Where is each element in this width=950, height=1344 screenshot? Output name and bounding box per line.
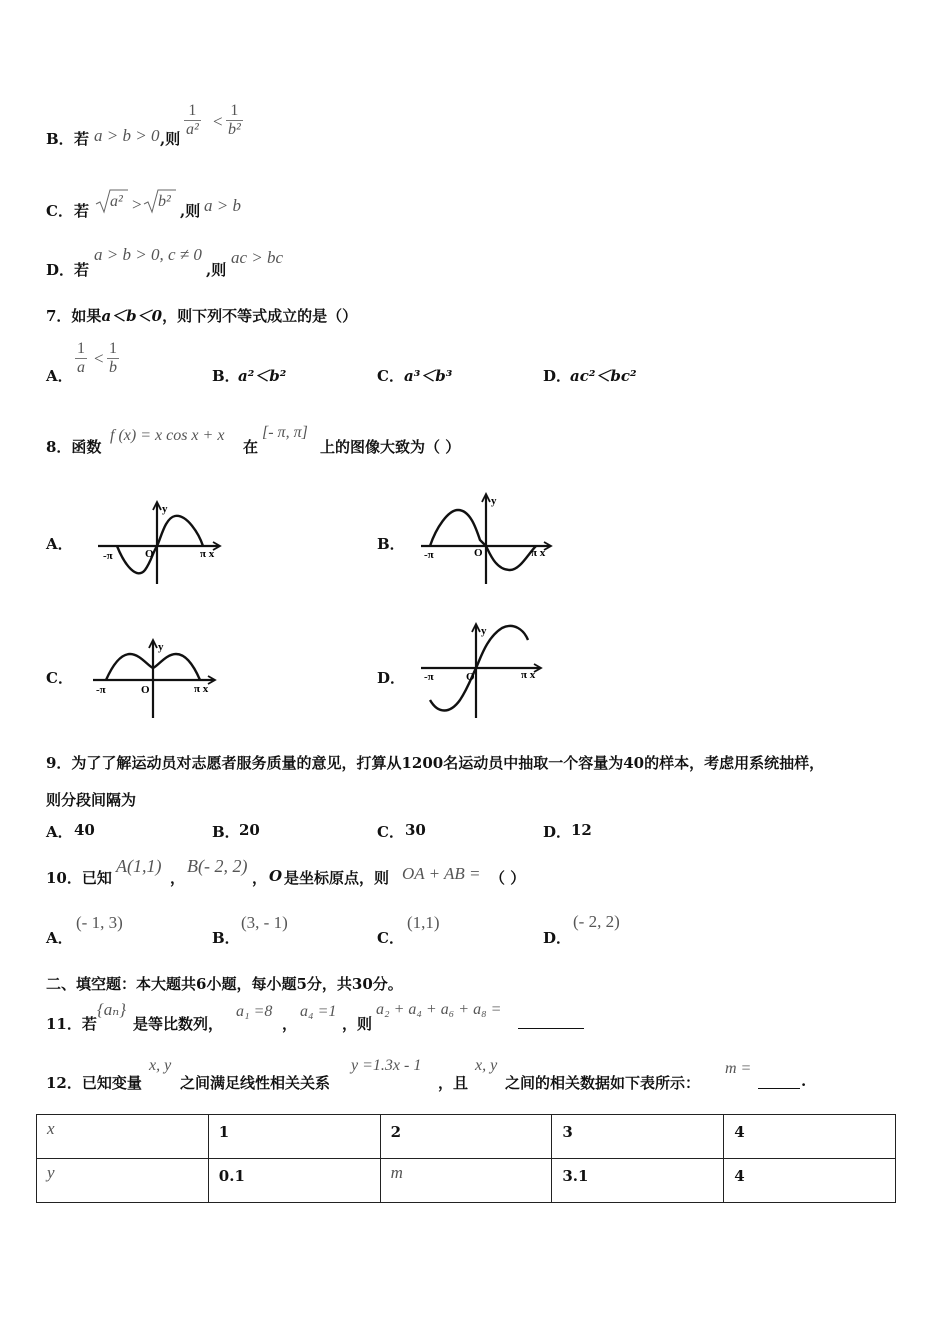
- q8-function: f (x) = x cos x + x: [110, 427, 225, 444]
- table-row-head: y: [37, 1159, 209, 1203]
- table-row: [37, 1159, 896, 1203]
- q10-option-a-value: (- 1, 3): [76, 913, 123, 932]
- data-table: [36, 1114, 896, 1203]
- q6-option-c-radicand-1: a²: [110, 193, 123, 210]
- neg-pi-label: -π: [103, 550, 113, 562]
- q8-graph-c: [90, 638, 220, 720]
- q8-interval: [- π, π]: [262, 424, 308, 441]
- q11-a4: a₄ =1: [300, 1003, 337, 1020]
- pi-x-label: π x: [531, 547, 546, 559]
- q7-option-b-text: a²＜b²: [238, 367, 287, 385]
- q6-option-c-ruo: 若: [74, 202, 90, 220]
- q11-prefix: 11．若: [46, 1015, 97, 1033]
- q7-option-d-text: ac²＜bc²: [570, 367, 637, 385]
- q9-stem-line-1: 9．为了了解运动员对志愿者服务质量的意见，打算从1200名运动员中抽取一个容量为40的样本，考虑用系统抽样，: [46, 754, 825, 772]
- q11-mid: 是等比数列，: [133, 1015, 224, 1033]
- q6-option-c-ze: ,则: [180, 202, 201, 220]
- q8-option-d-label: D．: [377, 669, 406, 687]
- q7-option-d-label: D．: [543, 367, 572, 385]
- q7-option-b-label: B．: [212, 367, 240, 385]
- q10-option-c-value: (1,1): [407, 913, 440, 932]
- q9-option-b-label: B．: [212, 823, 240, 841]
- q10-option-a-label: A．: [46, 929, 73, 947]
- q10-option-b-value: (3, - 1): [241, 913, 288, 932]
- q9-option-a-value: 40: [74, 821, 95, 839]
- q6-option-d-label: D．: [46, 261, 75, 279]
- origin-label: O: [474, 547, 483, 559]
- section-2-heading: 二、填空题：本大题共6小题，每小题5分，共30分。: [46, 975, 403, 993]
- table-cell: 3: [552, 1115, 724, 1159]
- q8-suffix: 上的图像大致为（ ）: [320, 438, 461, 456]
- q9-option-a-label: A．: [46, 823, 73, 841]
- q7-option-c-text: a³＜b³: [404, 367, 453, 385]
- y-label: y: [158, 641, 164, 653]
- q8-option-b-label: B．: [377, 535, 405, 553]
- table-cell: 2: [380, 1115, 552, 1159]
- q12-mid-2: ，且: [438, 1074, 469, 1092]
- neg-pi-label: -π: [96, 684, 106, 696]
- q11-a1: a₁ =8: [236, 1003, 273, 1020]
- table-row: [37, 1115, 896, 1159]
- q12-mid-1: 之间满足线性相关关系: [180, 1074, 331, 1092]
- q12-answer-blank[interactable]: [758, 1070, 800, 1089]
- q6-option-d-ruo: 若: [74, 261, 90, 279]
- q6-option-c-label: C．: [46, 202, 73, 220]
- y-label: y: [162, 503, 168, 515]
- q12-vars-1: x, y: [149, 1057, 172, 1074]
- q12-equation: y =1.3x - 1: [351, 1057, 422, 1074]
- q10-option-d-label: D．: [543, 929, 572, 947]
- table-cell: 4: [724, 1115, 896, 1159]
- q9-option-c-value: 30: [405, 821, 426, 839]
- q7-stem-condition: a＜b＜0: [101, 307, 163, 325]
- q10-origin-o: O: [269, 867, 283, 885]
- q6-option-b-less-than: <: [213, 112, 223, 131]
- q6-option-b-condition: a > b > 0: [94, 126, 160, 145]
- q6-option-b-ze: ,则: [160, 130, 181, 148]
- curve: [430, 510, 536, 570]
- q10-option-b-label: B．: [212, 929, 240, 947]
- q12-end-period: .: [801, 1072, 807, 1090]
- fraction-denominator: a: [77, 359, 85, 376]
- q12-vars-2: x, y: [475, 1057, 498, 1074]
- q6-option-d-condition: a > b > 0, c ≠ 0: [94, 245, 202, 264]
- q12-prefix: 12．已知变量: [46, 1074, 142, 1092]
- q7-stem-prefix: 7．如果: [46, 307, 102, 325]
- q6-option-c-conclusion: a > b: [204, 196, 241, 215]
- fraction-numerator: 1: [77, 340, 85, 357]
- q10-comma-2: ，: [252, 869, 268, 887]
- q6-option-d-conclusion: ac > bc: [231, 248, 284, 267]
- q7-option-a-less-than: <: [94, 349, 104, 368]
- q8-graph-b: [418, 492, 558, 588]
- q6-option-b-fraction-2: [226, 102, 243, 139]
- q12-m-equals: m =: [725, 1060, 752, 1077]
- q9-stem-line-2: 则分段间隔为: [46, 791, 137, 809]
- q7-option-c-label: C．: [377, 367, 404, 385]
- q8-prefix: 8．函数: [46, 438, 102, 456]
- pi-x-label: π x: [521, 669, 536, 681]
- q10-point-a: A(1,1): [116, 856, 162, 876]
- q11-sequence: {aₙ}: [97, 1000, 126, 1019]
- table-cell: 1: [208, 1115, 380, 1159]
- origin-label: O: [145, 548, 154, 560]
- fraction-numerator: 1: [109, 340, 117, 357]
- pi-x-label: π x: [194, 683, 209, 695]
- table-cell: 3.1: [552, 1159, 724, 1203]
- table-cell: 0.1: [208, 1159, 380, 1203]
- q6-option-b-fraction-1: [184, 102, 201, 139]
- q10-comma-1: ，: [170, 869, 186, 887]
- q9-option-d-label: D．: [543, 823, 572, 841]
- q8-graph-d: [418, 620, 548, 720]
- q7-option-a-fraction-2: [107, 340, 119, 377]
- fraction-numerator: 1: [188, 102, 197, 119]
- q10-prefix: 10．已知: [46, 869, 112, 887]
- q6-option-b-ruo: 若: [74, 130, 90, 148]
- q10-point-b: B(- 2, 2): [187, 856, 248, 876]
- q7-stem-suffix: ，则下列不等式成立的是（）: [162, 307, 358, 325]
- q12-mid-3: 之间的相关数据如下表所示：: [505, 1074, 701, 1092]
- q6-option-b-label: B．: [46, 130, 74, 148]
- q10-suffix: （ ）: [490, 869, 526, 887]
- q11-comma: ，: [282, 1015, 298, 1033]
- fraction-numerator: 1: [230, 102, 239, 119]
- table-cell: 4: [724, 1159, 896, 1203]
- q9-option-c-label: C．: [377, 823, 404, 841]
- q11-expression: a₂ + a₄ + a₆ + a₈ =: [376, 1001, 502, 1018]
- q9-option-d-value: 12: [571, 821, 592, 839]
- q10-option-c-label: C．: [377, 929, 404, 947]
- q10-mid: 是坐标原点，则: [284, 869, 390, 887]
- q6-option-c-radicand-2: b²: [158, 193, 171, 210]
- fraction-denominator: b: [109, 359, 117, 376]
- q8-mid: 在: [243, 438, 259, 456]
- fraction-denominator: a²: [186, 121, 199, 138]
- q10-option-d-value: (- 2, 2): [573, 912, 620, 931]
- q7-option-a-label: A．: [46, 367, 73, 385]
- q9-option-b-value: 20: [239, 821, 260, 839]
- q8-option-a-label: A．: [46, 535, 73, 553]
- origin-label: O: [466, 671, 475, 683]
- fraction-denominator: b²: [228, 121, 241, 138]
- q7-option-a-fraction-1: [75, 340, 87, 377]
- q11-ze: ，则: [342, 1015, 373, 1033]
- q6-option-d-ze: ,则: [206, 261, 227, 279]
- table-row-head: x: [37, 1115, 209, 1159]
- table-cell: m: [380, 1159, 552, 1203]
- q11-answer-blank[interactable]: [518, 1010, 584, 1029]
- q8-graph-a: [95, 500, 225, 588]
- curve: [117, 516, 203, 573]
- origin-label: O: [141, 684, 150, 696]
- q10-expression: OA + AB =: [402, 864, 481, 883]
- q8-option-c-label: C．: [46, 669, 73, 687]
- q7-stem: [46, 305, 357, 326]
- neg-pi-label: -π: [424, 549, 434, 561]
- y-label: y: [491, 495, 497, 507]
- neg-pi-label: -π: [424, 671, 434, 683]
- y-label: y: [481, 625, 487, 637]
- q6-option-c-greater-than: >: [132, 195, 142, 214]
- pi-x-label: π x: [200, 548, 215, 560]
